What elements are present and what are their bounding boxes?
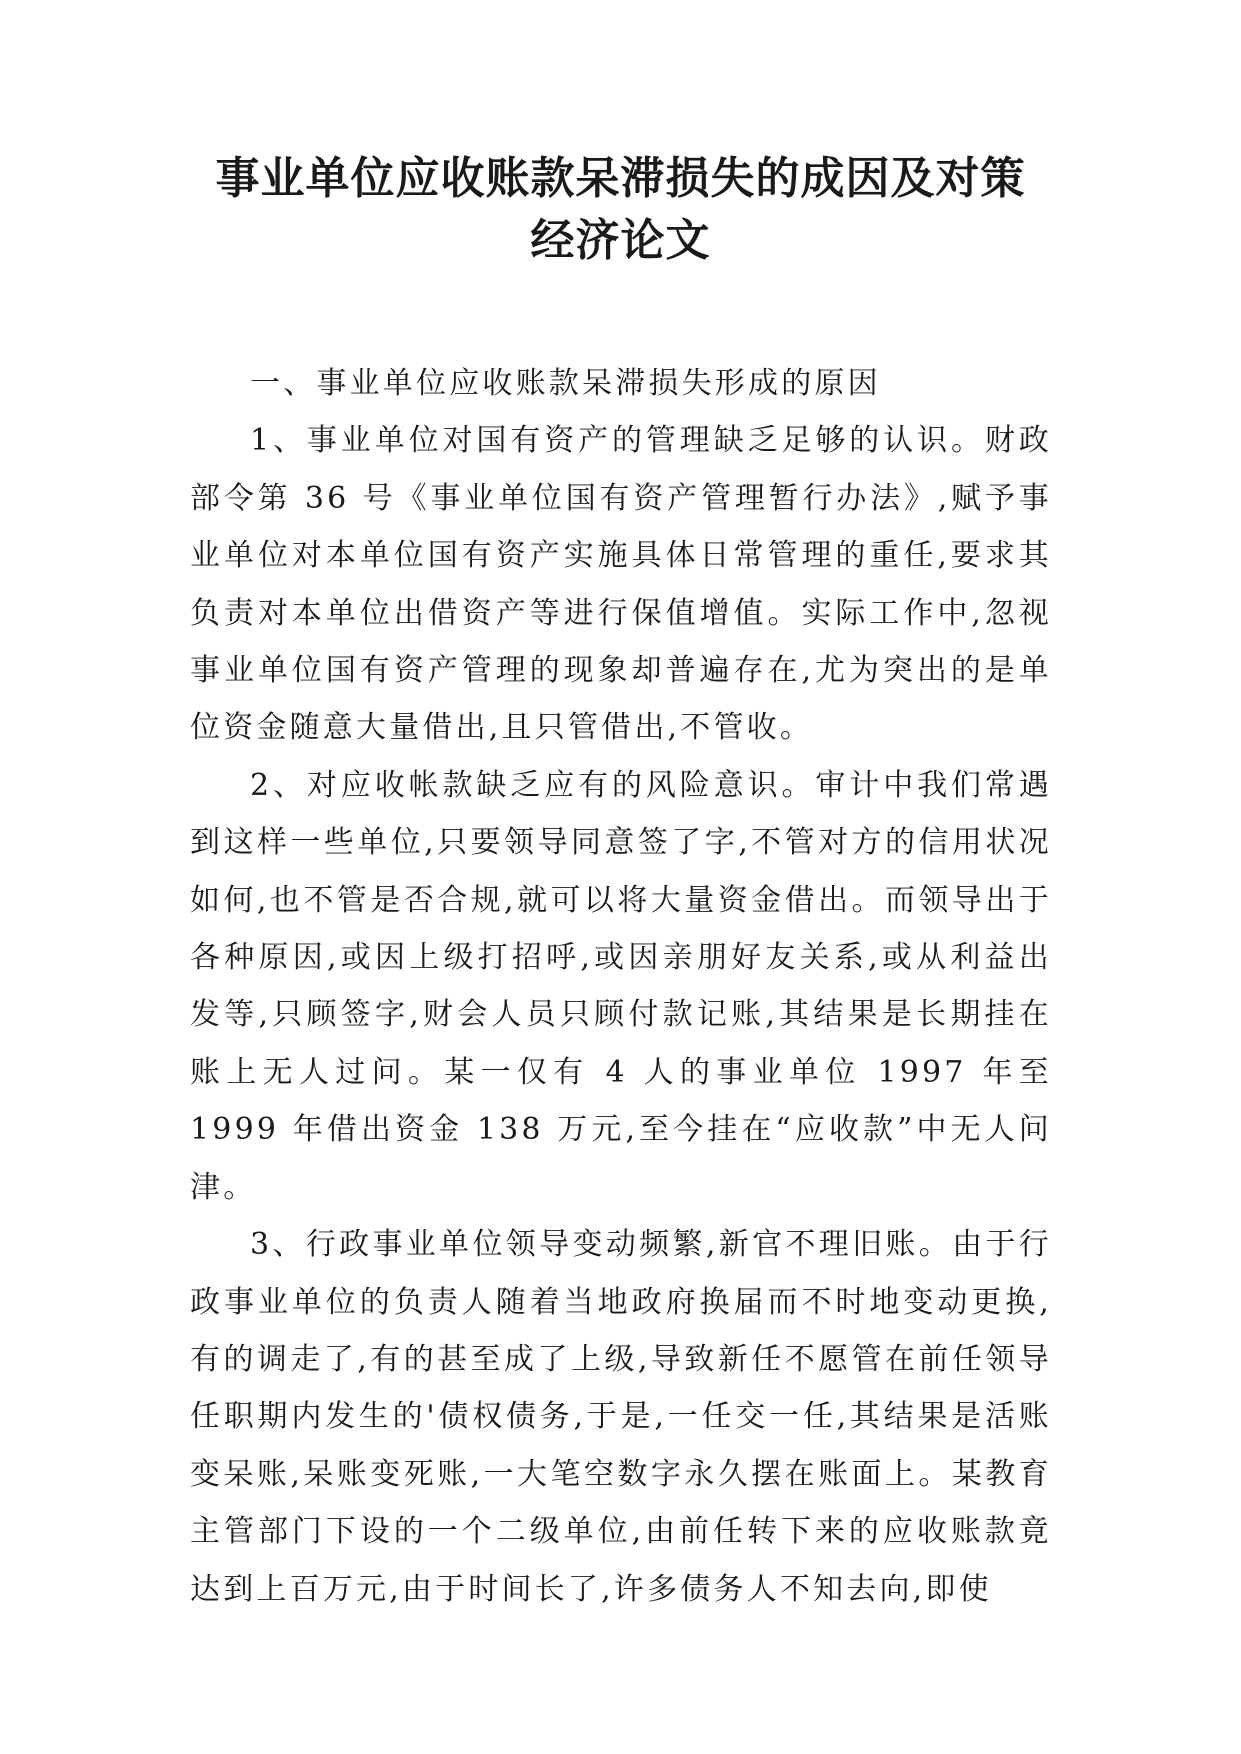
title-line-2: 经济论文: [530, 215, 711, 266]
paragraph-3: 3、行政事业单位领导变动频繁,新官不理旧账。由于行政事业单位的负责人随着当地政府换届而不时地变动更换,有的调走了,有的甚至成了上级,导致新任不愿管在前任领导任职期内发生的'债权债务,于是,一任交一任,其结果是活账变呆账,呆账变死账,一大笔空数字永久摆在账面上。某教育主管部门下设的一个二级单位,由前任转下来的应收账款竟达到上百万元,由于时间长了,许多债务人不知去向,即使: [190, 1227, 1052, 1607]
section-heading: 一、事业单位应收账款呆滞损失形成的原因: [250, 366, 881, 401]
paragraph-1: 1、事业单位对国有资产的管理缺乏足够的认识。财政部令第 36 号《事业单位国有资产管理暂行办法》,赋予事业单位对本单位国有资产实施具体日常管理的重任,要求其负责对本单位出借资产等进行保值增值。实际工作中,忽视事业单位国有资产管理的现象却普遍存在,尤为突出的是单位资金随意大量借出,且只管借出,不管收。: [190, 423, 1052, 746]
title-line-1: 事业单位应收账款呆滞损失的成因及对策: [215, 153, 1026, 204]
paragraph-2: 2、对应收帐款缺乏应有的风险意识。审计中我们常遇到这样一些单位,只要领导同意签了字,不管对方的信用状况如何,也不管是否合规,就可以将大量资金借出。而领导出于各种原因,或因上级打招呼,或因亲朋好友关系,或从利益出发等,只顾签字,财会人员只顾付款记账,其结果是长期挂在账上无人过问。某一仅有 4 人的事业单位 1997 年至 1999 年借出资金 138 万元,至今挂在“应收款”中无人问津。: [190, 767, 1052, 1205]
document-title: [150, 148, 1091, 272]
document-body: [190, 355, 1052, 1618]
